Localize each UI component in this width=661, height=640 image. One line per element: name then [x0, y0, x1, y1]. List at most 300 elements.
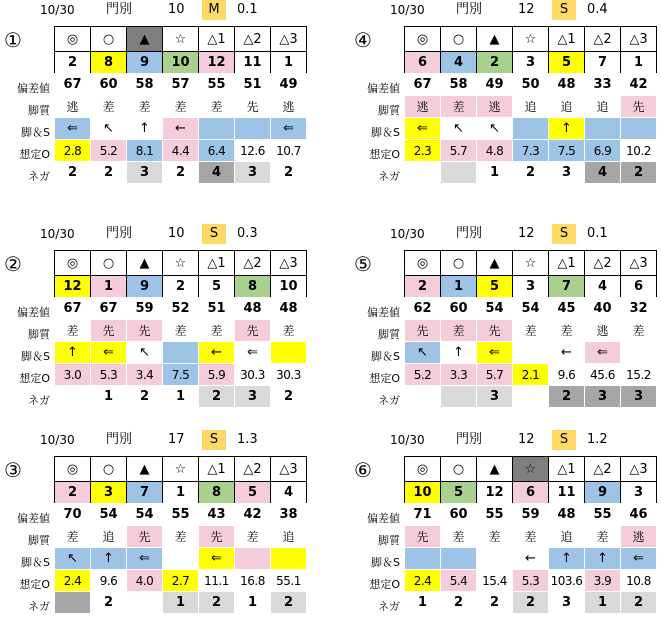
- mark-cell[interactable]: △3: [271, 457, 307, 482]
- mark-cell[interactable]: △2: [235, 251, 271, 276]
- expected-odds-cell: 11.1: [199, 570, 235, 592]
- arrow-cell: ⇐: [477, 342, 513, 364]
- row-label-blank: [0, 486, 52, 508]
- running-style-cell: 先: [477, 320, 513, 342]
- expected-odds-cell: 3.9: [585, 570, 621, 592]
- horse-number-cell: 1: [91, 276, 127, 298]
- expected-odds-cell: 55.1: [271, 570, 307, 592]
- expected-odds-cell: 16.8: [235, 570, 271, 592]
- row-label: 脚＆S: [371, 126, 400, 139]
- negative-cell: 3: [477, 386, 513, 408]
- running-style-cell: 先: [621, 96, 657, 118]
- mark-cell[interactable]: ◎: [405, 27, 441, 52]
- running-style-cell: 追: [549, 526, 585, 548]
- mark-cell[interactable]: △1: [549, 251, 585, 276]
- prediction-grid: [404, 456, 657, 614]
- row-labels: [0, 486, 52, 618]
- deviation-cell: 45: [549, 298, 585, 320]
- mark-cell[interactable]: ○: [441, 251, 477, 276]
- grid-row: [405, 251, 657, 276]
- row-labels: [350, 56, 402, 188]
- grid-row: [55, 118, 307, 140]
- deviation-cell: 32: [621, 298, 657, 320]
- grid-row: [55, 457, 307, 482]
- running-style-cell: 差: [513, 320, 549, 342]
- race-value: 1.3: [237, 432, 258, 447]
- running-style-cell: 先: [127, 320, 163, 342]
- mark-cell[interactable]: △1: [199, 27, 235, 52]
- expected-odds-cell: 7.5: [549, 140, 585, 162]
- expected-odds-cell: 5.3: [91, 364, 127, 386]
- row-label: 脚質: [28, 328, 50, 341]
- grid-row: [405, 140, 657, 162]
- negative-cell: 2: [271, 162, 307, 184]
- grid-row: [405, 52, 657, 74]
- expected-odds-cell: 3.0: [55, 364, 91, 386]
- running-style-cell: 差: [585, 526, 621, 548]
- mark-cell[interactable]: ○: [91, 251, 127, 276]
- expected-odds-cell: 4.8: [477, 140, 513, 162]
- negative-cell: 3: [621, 386, 657, 408]
- negative-cell: [55, 592, 91, 614]
- race-value: 0.4: [587, 2, 608, 17]
- running-style-cell: 追: [91, 526, 127, 548]
- mark-cell[interactable]: △1: [199, 457, 235, 482]
- running-style-cell: 差: [513, 526, 549, 548]
- horse-number-cell: 4: [271, 482, 307, 504]
- expected-odds-cell: 7.3: [513, 140, 549, 162]
- deviation-cell: 48: [235, 298, 271, 320]
- arrow-cell: ⇐: [127, 548, 163, 570]
- row-label: 脚＆S: [21, 556, 50, 569]
- deviation-cell: 48: [549, 74, 585, 96]
- deviation-cell: 49: [477, 74, 513, 96]
- race-venue: 門別: [106, 226, 133, 241]
- negative-cell: 1: [585, 592, 621, 614]
- negative-cell: 1: [91, 386, 127, 408]
- running-style-cell: 先: [405, 320, 441, 342]
- negative-cell: 3: [549, 592, 585, 614]
- mark-cell[interactable]: ○: [441, 457, 477, 482]
- horse-number-cell: 8: [235, 276, 271, 298]
- mark-cell[interactable]: ▲: [127, 251, 163, 276]
- mark-cell[interactable]: ☆: [163, 457, 199, 482]
- row-label-blank: [0, 280, 52, 302]
- negative-cell: 2: [513, 592, 549, 614]
- arrow-cell: ↑: [549, 118, 585, 140]
- arrow-cell: ↑: [55, 342, 91, 364]
- running-style-cell: 逃: [585, 320, 621, 342]
- arrow-cell: ⇐: [585, 342, 621, 364]
- horse-number-cell: 10: [271, 276, 307, 298]
- negative-cell: 2: [91, 162, 127, 184]
- expected-odds-cell: 12.6: [235, 140, 271, 162]
- deviation-cell: 59: [127, 298, 163, 320]
- deviation-cell: 60: [441, 298, 477, 320]
- mark-cell[interactable]: △3: [271, 27, 307, 52]
- race-value: 0.1: [587, 226, 608, 241]
- mark-cell[interactable]: △3: [621, 27, 657, 52]
- mark-cell[interactable]: ▲: [477, 251, 513, 276]
- row-label: 脚質: [28, 534, 50, 547]
- mark-cell[interactable]: △2: [585, 251, 621, 276]
- negative-cell: 2: [199, 386, 235, 408]
- mark-cell[interactable]: ○: [91, 457, 127, 482]
- arrow-cell: ↖: [477, 118, 513, 140]
- running-style-cell: 差: [163, 96, 199, 118]
- deviation-cell: 54: [477, 298, 513, 320]
- mark-cell[interactable]: △1: [549, 457, 585, 482]
- running-style-cell: 逃: [55, 96, 91, 118]
- race-venue: 門別: [456, 2, 483, 17]
- arrow-cell: [235, 548, 271, 570]
- horse-number-cell: 9: [585, 482, 621, 504]
- arrow-cell: ↑: [91, 548, 127, 570]
- expected-odds-cell: 4.4: [163, 140, 199, 162]
- negative-cell: [127, 592, 163, 614]
- mark-cell[interactable]: ☆: [163, 27, 199, 52]
- grid-row: [405, 570, 657, 592]
- mark-cell[interactable]: ○: [91, 27, 127, 52]
- arrow-cell: [271, 548, 307, 570]
- running-style-cell: 逃: [405, 96, 441, 118]
- expected-odds-cell: 2.7: [163, 570, 199, 592]
- horse-number-cell: 11: [549, 482, 585, 504]
- deviation-cell: 42: [621, 74, 657, 96]
- negative-cell: 1: [477, 162, 513, 184]
- grid-row: [405, 457, 657, 482]
- grid-row: [55, 386, 307, 408]
- mark-cell[interactable]: ☆: [513, 27, 549, 52]
- horse-number-cell: 11: [235, 52, 271, 74]
- deviation-cell: 70: [55, 504, 91, 526]
- row-label: 脚質: [378, 534, 400, 547]
- race-number: 10: [168, 226, 185, 241]
- race-panel: [0, 430, 300, 640]
- race-value: 0.1: [237, 2, 258, 17]
- negative-cell: 2: [621, 592, 657, 614]
- expected-odds-cell: 10.8: [621, 570, 657, 592]
- horse-number-cell: 3: [621, 482, 657, 504]
- deviation-cell: 60: [91, 74, 127, 96]
- arrow-cell: [621, 118, 657, 140]
- mark-cell[interactable]: ☆: [163, 251, 199, 276]
- mark-cell[interactable]: △3: [621, 251, 657, 276]
- mark-cell[interactable]: △2: [235, 27, 271, 52]
- mark-cell[interactable]: △2: [235, 457, 271, 482]
- deviation-cell: 54: [127, 504, 163, 526]
- expected-odds-cell: 5.3: [513, 570, 549, 592]
- row-labels: [350, 486, 402, 618]
- mark-cell[interactable]: ▲: [127, 27, 163, 52]
- running-style-cell: 差: [441, 96, 477, 118]
- negative-cell: 3: [585, 386, 621, 408]
- grid-row: [405, 276, 657, 298]
- deviation-cell: 58: [127, 74, 163, 96]
- negative-cell: [441, 162, 477, 184]
- running-style-cell: 差: [621, 320, 657, 342]
- arrow-cell: [621, 342, 657, 364]
- grid-row: [405, 162, 657, 184]
- race-number: 10: [168, 2, 185, 17]
- row-label-blank: [350, 280, 402, 302]
- horse-number-cell: 7: [127, 482, 163, 504]
- negative-cell: 2: [91, 592, 127, 614]
- race-grade-badge: S: [552, 430, 576, 450]
- grid-row: [55, 570, 307, 592]
- race-number: 17: [168, 432, 185, 447]
- horse-number-cell: 3: [91, 482, 127, 504]
- running-style-cell: 先: [405, 526, 441, 548]
- race-date: 10/30: [40, 227, 75, 241]
- grid-row: [55, 298, 307, 320]
- mark-cell[interactable]: ▲: [477, 27, 513, 52]
- deviation-cell: 38: [271, 504, 307, 526]
- race-panel: [350, 224, 650, 434]
- grid-row: [405, 526, 657, 548]
- arrow-cell: ↖: [55, 548, 91, 570]
- grid-row: [405, 342, 657, 364]
- running-style-cell: 先: [235, 320, 271, 342]
- arrow-cell: ↖: [91, 118, 127, 140]
- mark-cell[interactable]: △1: [199, 251, 235, 276]
- expected-odds-cell: 4.0: [127, 570, 163, 592]
- arrow-cell: ←: [163, 118, 199, 140]
- race-grade-badge: S: [202, 430, 226, 450]
- mark-cell[interactable]: ◎: [405, 251, 441, 276]
- expected-odds-cell: 3.4: [127, 364, 163, 386]
- running-style-cell: 差: [163, 320, 199, 342]
- row-label: 偏差値: [367, 306, 400, 319]
- row-label-blank: [0, 56, 52, 78]
- deviation-cell: 40: [585, 298, 621, 320]
- deviation-cell: 46: [621, 504, 657, 526]
- expected-odds-cell: 7.5: [163, 364, 199, 386]
- row-label: ネガ: [28, 170, 50, 183]
- deviation-cell: 59: [513, 504, 549, 526]
- arrow-cell: ⇐: [271, 118, 307, 140]
- mark-cell[interactable]: △3: [621, 457, 657, 482]
- mark-cell[interactable]: ◎: [55, 457, 91, 482]
- arrow-cell: [513, 342, 549, 364]
- arrow-cell: [271, 342, 307, 364]
- horse-number-cell: 1: [163, 482, 199, 504]
- negative-cell: 4: [199, 162, 235, 184]
- arrow-cell: ←: [199, 342, 235, 364]
- deviation-cell: 58: [441, 74, 477, 96]
- row-label: 偏差値: [17, 306, 50, 319]
- mark-cell[interactable]: △3: [271, 251, 307, 276]
- negative-cell: 1: [163, 386, 199, 408]
- race-grade-badge: M: [202, 0, 226, 20]
- horse-number-cell: 2: [55, 52, 91, 74]
- race-panel: [350, 0, 650, 210]
- expected-odds-cell: 5.7: [441, 140, 477, 162]
- horse-number-cell: 4: [441, 52, 477, 74]
- horse-number-cell: 2: [55, 482, 91, 504]
- running-style-cell: 追: [513, 96, 549, 118]
- mark-cell[interactable]: ◎: [55, 27, 91, 52]
- horse-number-cell: 3: [513, 52, 549, 74]
- expected-odds-cell: 30.3: [235, 364, 271, 386]
- row-label-blank: [350, 486, 402, 508]
- negative-cell: [405, 162, 441, 184]
- horse-number-cell: 8: [91, 52, 127, 74]
- grid-row: [55, 548, 307, 570]
- arrow-cell: ↑: [585, 548, 621, 570]
- race-number: 12: [518, 226, 535, 241]
- mark-cell[interactable]: ☆: [513, 251, 549, 276]
- negative-cell: 2: [549, 386, 585, 408]
- race-panel: [0, 224, 300, 434]
- row-label: 想定O: [369, 372, 400, 385]
- grid-row: [55, 526, 307, 548]
- race-index: ⑥: [354, 458, 372, 482]
- row-label: ネガ: [28, 394, 50, 407]
- mark-cell[interactable]: △2: [585, 27, 621, 52]
- row-labels: [0, 280, 52, 412]
- negative-cell: 2: [199, 592, 235, 614]
- grid-row: [405, 298, 657, 320]
- negative-cell: 3: [549, 162, 585, 184]
- race-date: 10/30: [390, 3, 425, 17]
- running-style-cell: 差: [235, 526, 271, 548]
- arrow-cell: [405, 548, 441, 570]
- expected-odds-cell: 9.6: [91, 570, 127, 592]
- row-label: 脚質: [378, 104, 400, 117]
- negative-cell: 2: [127, 386, 163, 408]
- race-panel: [350, 430, 650, 640]
- negative-cell: 2: [513, 162, 549, 184]
- mark-cell[interactable]: ▲: [477, 457, 513, 482]
- deviation-cell: 51: [235, 74, 271, 96]
- horse-number-cell: 8: [199, 482, 235, 504]
- arrow-cell: ⇐: [91, 342, 127, 364]
- horse-number-cell: 12: [199, 52, 235, 74]
- running-style-cell: 先: [127, 526, 163, 548]
- negative-cell: [441, 386, 477, 408]
- deviation-cell: 60: [441, 504, 477, 526]
- arrow-cell: ↖: [405, 342, 441, 364]
- grid-row: [405, 592, 657, 614]
- mark-cell[interactable]: ▲: [127, 457, 163, 482]
- grid-row: [55, 96, 307, 118]
- running-style-cell: 差: [271, 320, 307, 342]
- grid-row: [405, 482, 657, 504]
- negative-cell: [405, 386, 441, 408]
- negative-cell: 4: [585, 162, 621, 184]
- expected-odds-cell: 15.4: [477, 570, 513, 592]
- expected-odds-cell: 2.8: [55, 140, 91, 162]
- race-venue: 門別: [456, 432, 483, 447]
- horse-number-cell: 10: [405, 482, 441, 504]
- arrow-cell: ↑: [441, 342, 477, 364]
- expected-odds-cell: 2.4: [55, 570, 91, 592]
- running-style-cell: 差: [55, 526, 91, 548]
- arrow-cell: ↖: [127, 342, 163, 364]
- mark-cell[interactable]: △1: [549, 27, 585, 52]
- race-index: ④: [354, 28, 372, 52]
- expected-odds-cell: 15.2: [621, 364, 657, 386]
- row-label-blank: [350, 56, 402, 78]
- deviation-cell: 54: [513, 298, 549, 320]
- deviation-cell: 71: [405, 504, 441, 526]
- horse-number-cell: 5: [235, 482, 271, 504]
- expected-odds-cell: 5.7: [477, 364, 513, 386]
- mark-cell[interactable]: △2: [585, 457, 621, 482]
- race-date: 10/30: [390, 227, 425, 241]
- expected-odds-cell: 30.3: [271, 364, 307, 386]
- arrow-cell: ←: [549, 342, 585, 364]
- row-label: ネガ: [28, 600, 50, 613]
- horse-number-cell: 5: [477, 276, 513, 298]
- race-venue: 門別: [106, 432, 133, 447]
- deviation-cell: 55: [477, 504, 513, 526]
- row-label: 偏差値: [367, 512, 400, 525]
- row-label: 脚質: [378, 328, 400, 341]
- grid-row: [55, 276, 307, 298]
- running-style-cell: 差: [91, 96, 127, 118]
- negative-cell: 3: [235, 386, 271, 408]
- grid-row: [405, 504, 657, 526]
- horse-number-cell: 2: [405, 276, 441, 298]
- row-labels: [0, 56, 52, 188]
- mark-cell[interactable]: ○: [441, 27, 477, 52]
- horse-number-cell: 1: [271, 52, 307, 74]
- grid-row: [405, 548, 657, 570]
- negative-cell: 2: [271, 386, 307, 408]
- running-style-cell: 差: [127, 96, 163, 118]
- arrow-cell: [199, 118, 235, 140]
- race-grade-badge: S: [552, 0, 576, 20]
- deviation-cell: 67: [405, 74, 441, 96]
- arrow-cell: ←: [513, 548, 549, 570]
- deviation-cell: 55: [199, 74, 235, 96]
- running-style-cell: 追: [585, 96, 621, 118]
- arrow-cell: ↑: [549, 548, 585, 570]
- mark-cell[interactable]: ◎: [55, 251, 91, 276]
- expected-odds-cell: 5.2: [405, 364, 441, 386]
- running-style-cell: 先: [91, 320, 127, 342]
- grid-row: [405, 320, 657, 342]
- grid-row: [405, 96, 657, 118]
- grid-row: [55, 320, 307, 342]
- negative-cell: [55, 386, 91, 408]
- running-style-cell: 差: [163, 526, 199, 548]
- row-label: 想定O: [19, 372, 50, 385]
- deviation-cell: 67: [55, 298, 91, 320]
- negative-cell: 2: [477, 592, 513, 614]
- running-style-cell: 差: [55, 320, 91, 342]
- mark-cell[interactable]: ☆: [513, 457, 549, 482]
- grid-row: [55, 74, 307, 96]
- expected-odds-cell: 3.3: [441, 364, 477, 386]
- grid-row: [55, 482, 307, 504]
- prediction-grid: [54, 250, 307, 408]
- arrow-cell: [477, 548, 513, 570]
- deviation-cell: 62: [405, 298, 441, 320]
- expected-odds-cell: 8.1: [127, 140, 163, 162]
- grid-row: [55, 592, 307, 614]
- grid-row: [55, 342, 307, 364]
- horse-number-cell: 4: [585, 276, 621, 298]
- row-label: ネガ: [378, 170, 400, 183]
- deviation-cell: 33: [585, 74, 621, 96]
- expected-odds-cell: 45.6: [585, 364, 621, 386]
- horse-number-cell: 5: [441, 482, 477, 504]
- horse-number-cell: 9: [127, 52, 163, 74]
- mark-cell[interactable]: ◎: [405, 457, 441, 482]
